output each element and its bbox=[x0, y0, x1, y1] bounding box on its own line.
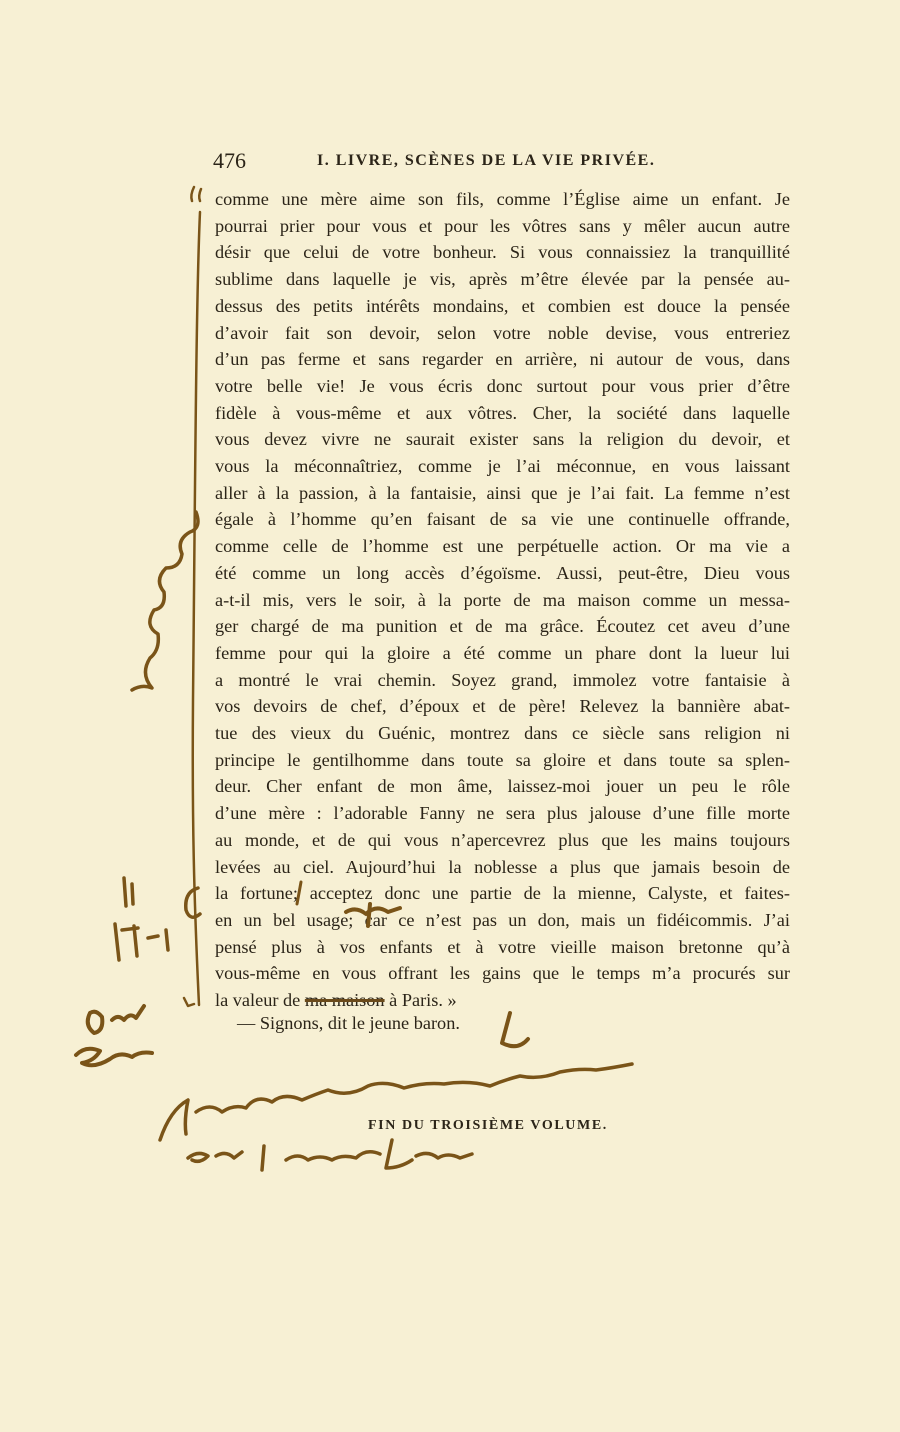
text-line: d’un pas ferme et sans regarder en arrière, ni autour de vous, dans bbox=[215, 349, 790, 370]
text-line: comme celle de l’homme est une perpétuelle action. Or ma vie a bbox=[215, 536, 790, 557]
margin-bracket bbox=[193, 212, 200, 1005]
margin-mark-2 bbox=[115, 888, 200, 960]
correction-scribble bbox=[346, 904, 400, 926]
text-line: dessus des petits intérêts mondains, et combien est douce la pensée bbox=[215, 295, 790, 316]
text-line: tue des vieux du Guénic, montrez dans ce siècle sans religion ni bbox=[215, 723, 790, 744]
text-line: vous-même en vous offrant les gains que le temps m’a procurés sur bbox=[215, 963, 790, 984]
text-line: fidèle à vous-même et aux vôtres. Cher, la société dans laquelle bbox=[215, 402, 790, 423]
text-line: pourrai prier pour vous et pour les vôtres sans y mêler aucun autre bbox=[215, 215, 790, 236]
closing-line: — Signons, dit le jeune baron. bbox=[237, 1013, 460, 1033]
text-line: en un bel usage; car ce n’est pas un don, mais un fidéicommis. J’ai bbox=[215, 909, 790, 930]
text-line: d’une mère : l’adorable Fanny ne sera plus jalouse d’une fille morte bbox=[215, 803, 790, 824]
text-line: égale à l’homme qu’en faisant de sa vie une continuelle offrande, bbox=[215, 509, 790, 530]
handwritten-line-1 bbox=[160, 1064, 632, 1140]
text-line: votre belle vie! Je vous écris donc surtout pour vous prier d’être bbox=[215, 375, 790, 396]
text-line: pensé plus à vos enfants et à votre vieille maison bretonne qu’à bbox=[215, 936, 790, 957]
closing-flourish bbox=[502, 1013, 528, 1046]
text-line-final-prefix: la valeur de bbox=[215, 990, 305, 1011]
text-line: vous devez vivre ne saurait exister sans la religion du devoir, et bbox=[215, 429, 790, 450]
text-line: vos devoirs de chef, d’époux et de père! Relevez la bannière abat- bbox=[215, 696, 790, 717]
margin-scribble-vertical bbox=[132, 512, 198, 690]
text-line: femme pour qui la gloire a été comme un phare dont la lueur lui bbox=[215, 642, 790, 663]
text-line: aller à la passion, à la fantaisie, ainsi que je l’ai fait. La femme n’est bbox=[215, 482, 790, 503]
page-number: 476 bbox=[213, 148, 246, 173]
text-line: vous la méconnaîtriez, comme je l’ai méconnue, en vous laissant bbox=[215, 456, 790, 477]
text-line: été comme un long accès d’égoïsme. Aussi, peut-être, Dieu vous bbox=[215, 562, 790, 583]
text-line: ger chargé de ma punition et de ma grâce. Écoutez cet aveu d’une bbox=[215, 616, 790, 637]
text-line: sublime dans laquelle je vis, après m’être élevée par la pensée au- bbox=[215, 269, 790, 290]
handwritten-quote-mark bbox=[191, 187, 201, 201]
margin-scribble-small bbox=[76, 1006, 152, 1065]
handwritten-line-2 bbox=[188, 1140, 472, 1170]
margin-mark-3 bbox=[184, 998, 194, 1006]
text-line: au monde, et de qui vous n’apercevrez plus que les mains toujours bbox=[215, 829, 790, 850]
text-line: deur. Cher enfant de mon âme, laissez-moi jouer un peu le rôle bbox=[215, 776, 790, 797]
text-line: d’avoir fait son devoir, selon votre noble devise, vous entreriez bbox=[215, 322, 790, 343]
text-line: a-t-il mis, vers le soir, à la porte de ma maison comme un messa- bbox=[215, 589, 790, 610]
running-head: I. LIVRE, SCÈNES DE LA VIE PRIVÉE. bbox=[317, 152, 656, 169]
margin-mark-1 bbox=[124, 878, 133, 906]
insertion-mark bbox=[297, 882, 301, 904]
text-line: principe le gentilhomme dans toute sa gloire et dans toute sa splen- bbox=[215, 749, 790, 770]
text-line: désir que celui de votre bonheur. Si vous connaissiez la tranquillité bbox=[215, 242, 790, 263]
struck-text: ma maison bbox=[304, 990, 385, 1011]
end-of-volume: FIN DU TROISIÈME VOLUME. bbox=[368, 1118, 608, 1133]
text-line: comme une mère aime son fils, comme l’Église aime un enfant. Je bbox=[215, 189, 790, 209]
text-line: levées au ciel. Aujourd’hui la noblesse a plus que jamais besoin de bbox=[215, 856, 790, 877]
text-line: a montré le vrai chemin. Soyez grand, immolez votre fantaisie à bbox=[215, 669, 790, 690]
text-line: la fortune; acceptez donc une partie de la mienne, Calyste, et faites- bbox=[215, 883, 790, 904]
text-line-final-suffix: à Paris. » bbox=[384, 990, 457, 1011]
